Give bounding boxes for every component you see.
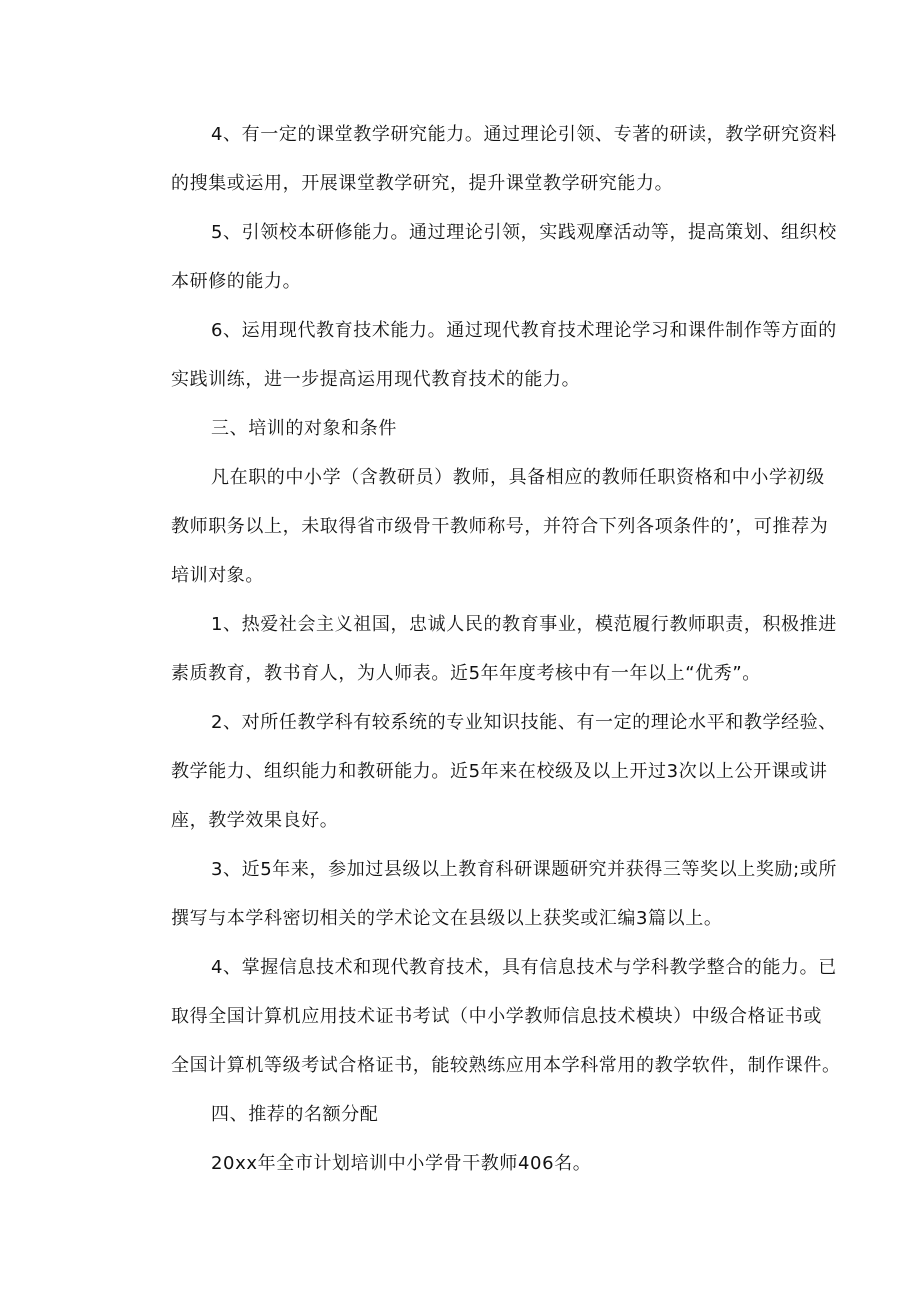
paragraph-quota [131, 1139, 796, 1188]
paragraph-condition-4 [131, 943, 841, 1090]
text-line: 凡在职的中小学（含教研员）教师，具备相应的教师任职资格和中小学初级 [211, 467, 825, 488]
text-line: 20xx年全市计划培训中小学骨干教师406名。 [211, 1153, 592, 1174]
text-line: 实践训练，进一步提高运用现代教育技术的能力。 [171, 369, 581, 390]
text-line: 的搜集或运用，开展课堂教学研究，提升课堂教学研究能力。 [171, 173, 674, 194]
paragraph-eligibility [131, 453, 829, 600]
text-line: 撰写与本学科密切相关的学术论文在县级以上获奖或汇编3篇以上。 [171, 908, 723, 929]
section-heading-quota [131, 1090, 796, 1139]
text-line: 取得全国计算机应用技术证书考试（中小学教师信息技术模块）中级合格证书或 [171, 1006, 822, 1027]
section-heading-text: 三、培训的对象和条件 [211, 418, 397, 439]
text-line: 4、掌握信息技术和现代教育技术，具有信息技术与学科教学整合的能力。已 [211, 957, 837, 978]
paragraph-item-6-technology [131, 306, 837, 404]
text-line: 4、有一定的课堂教学研究能力。通过理论引领、专著的研读，教学研究资料 [211, 124, 837, 145]
section-heading-text: 四、推荐的名额分配 [211, 1104, 379, 1125]
text-line: 全国计算机等级考试合格证书，能较熟练应用本学科常用的教学软件，制作课件。 [171, 1055, 841, 1076]
text-line: 本研修的能力。 [171, 271, 302, 292]
text-line: 5、引领校本研修能力。通过理论引领，实践观摩活动等，提高策划、组织校 [211, 222, 837, 243]
section-heading-targets [131, 404, 796, 453]
text-line: 素质教育，教书育人，为人师表。近5年年度考核中有一年以上“优秀”。 [171, 663, 761, 684]
text-line: 教师职务以上，未取得省市级骨干教师称号，并符合下列各项条件的’，可推荐为 [171, 516, 829, 537]
text-line: 培训对象。 [171, 565, 264, 586]
paragraph-item-5-school-training [131, 208, 837, 306]
paragraph-condition-1 [131, 600, 837, 698]
text-line: 座，教学效果良好。 [171, 810, 339, 831]
paragraph-item-4-research [131, 110, 837, 208]
text-line: 3、近5年来，参加过县级以上教育科研课题研究并获得三等奖以上奖励;或所 [211, 859, 837, 880]
text-line: 1、热爱社会主义祖国，忠诚人民的教育事业，模范履行教师职责，积极推进 [211, 614, 837, 635]
text-line: 教学能力、组织能力和教研能力。近5年来在校级及以上开过3次以上公开课或讲 [171, 761, 828, 782]
text-line: 6、运用现代教育技术能力。通过现代教育技术理论学习和课件制作等方面的 [211, 320, 837, 341]
paragraph-condition-2 [131, 698, 837, 845]
document-body [131, 110, 841, 1188]
paragraph-condition-3 [131, 845, 837, 943]
text-line: 2、对所任教学科有较系统的专业知识技能、有一定的理论水平和教学经验、 [211, 712, 837, 733]
